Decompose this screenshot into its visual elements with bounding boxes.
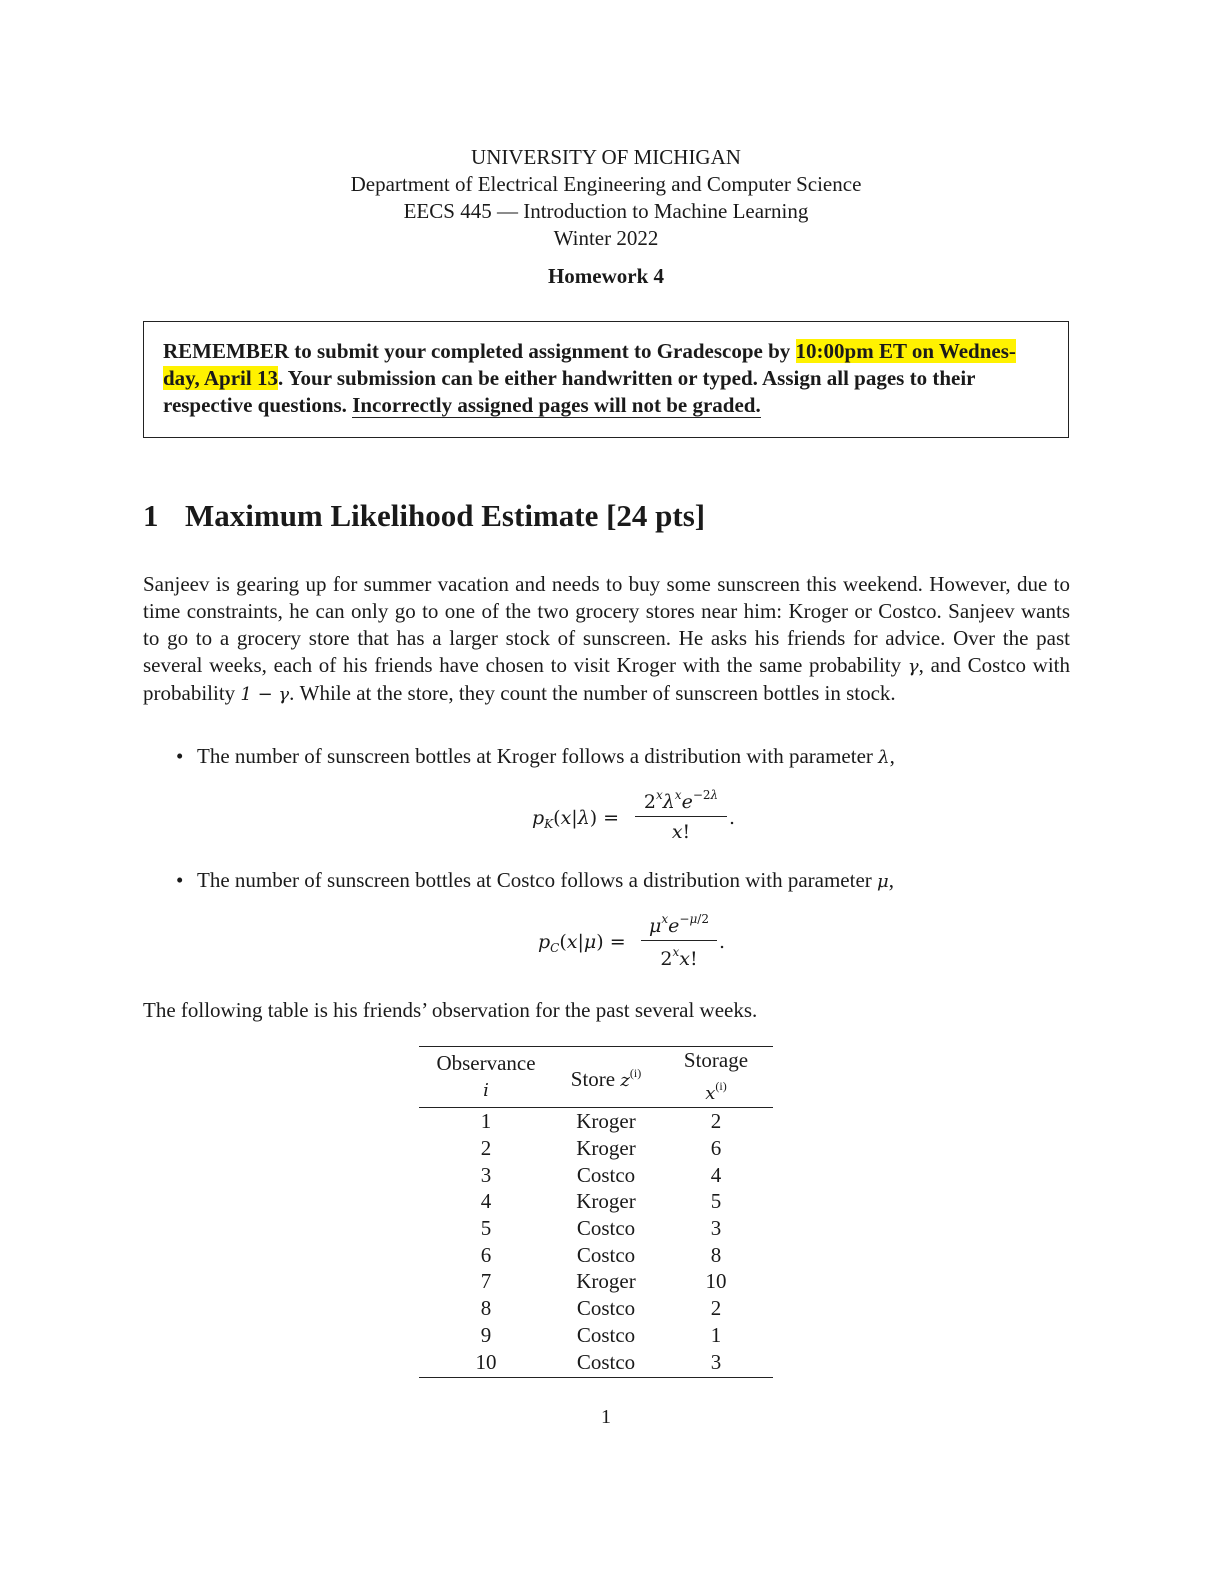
table-cell: Kroger — [576, 1109, 636, 1134]
table-row — [419, 1322, 773, 1349]
term: Winter 2022 — [553, 226, 659, 250]
bullet-text: The number of sunscreen bottles at Costco follows a distribution with parameter — [197, 868, 878, 892]
table-cell: 10 — [705, 1269, 727, 1294]
table-row — [419, 1215, 773, 1242]
table-cell: 9 — [480, 1322, 492, 1347]
paragraph-line: several weeks, each of his friends have chosen to visit Kroger with the same probability γ, and Costco with — [143, 653, 1070, 677]
table-row — [419, 1295, 773, 1322]
table-cell: Costco — [576, 1216, 636, 1241]
table-cell: 2 — [710, 1296, 722, 1321]
bullet-costco: • The number of sunscreen bottles at Costco follows a distribution with parameter μ, — [176, 868, 894, 892]
table-intro-text: The following table is his friends’ observation for the past several weeks. — [143, 998, 758, 1022]
table-cell: Costco — [576, 1162, 636, 1187]
table-row — [419, 1268, 773, 1295]
table-cell: 3 — [659, 1348, 773, 1377]
table-cell: 1 — [710, 1322, 722, 1347]
course-name: EECS 445 — Introduction to Machine Learning — [403, 199, 809, 223]
notice-text-3: respective questions. — [163, 393, 353, 417]
table-row — [419, 1135, 773, 1162]
bullet-dot-icon: • — [176, 744, 184, 768]
one-minus-gamma-symbol: 1 − γ — [240, 684, 290, 705]
costco-pmf-equation: $p_C(x|\mu)$ = $\mu^xe^{-\mu/2}$ 2$^x$x! . — [538, 912, 726, 971]
course-header — [0, 144, 1212, 252]
department-name: Department of Electrical Engineering and Computer Science — [350, 172, 862, 196]
bullet-dot-icon: • — [176, 868, 184, 892]
section-number: 1 — [143, 498, 159, 533]
notice-text-2: . Your submission can be either handwritten or typed. Assign all pages to their — [277, 366, 976, 390]
table-row — [419, 1348, 773, 1377]
column-header-store: Store $z^{(i)}$ — [553, 1047, 659, 1108]
notice-text-1: REMEMBER to submit your completed assignment to Gradescope by — [163, 339, 796, 363]
table-cell: 7 — [480, 1269, 492, 1294]
homework-title: Homework 4 — [547, 264, 665, 288]
bullet-kroger: • The number of sunscreen bottles at Kroger follows a distribution with parameter λ, — [176, 744, 895, 768]
table-cell: Costco — [576, 1322, 636, 1347]
table-row — [419, 1161, 773, 1188]
deadline-highlight-2: day, April 13 — [163, 366, 278, 390]
table-header-row — [419, 1047, 773, 1108]
deadline-highlight-1: 10:00pm ET on Wednes- — [795, 339, 1016, 363]
table-cell: 3 — [480, 1162, 492, 1187]
table-cell: 6 — [480, 1242, 492, 1267]
table-cell: 4 — [710, 1162, 722, 1187]
table-cell: Costco — [576, 1242, 636, 1267]
table-cell: Costco — [553, 1348, 659, 1377]
page-number: 1 — [601, 1406, 611, 1428]
lambda-symbol: λ — [878, 747, 890, 768]
gamma-symbol: γ — [907, 656, 919, 677]
university-name: UNIVERSITY OF MICHIGAN — [471, 145, 741, 169]
table-cell: 8 — [710, 1242, 722, 1267]
paragraph-line: time constraints, he can only go to one of the two grocery stores near him: Kroger or Costco. Sanjeev wants — [143, 599, 1070, 623]
paragraph-line: probability 1 − γ. While at the store, they count the number of sunscreen bottles in stock. — [143, 681, 896, 705]
paragraph-line: Sanjeev is gearing up for summer vacation and needs to buy some sunscreen this weekend. However, due to — [143, 572, 1070, 596]
table-cell: 2 — [480, 1136, 492, 1161]
table-row — [419, 1241, 773, 1268]
table-row — [419, 1108, 773, 1135]
table-cell: 6 — [710, 1136, 722, 1161]
submission-notice-box — [143, 321, 1069, 438]
paragraph-line: to go to a grocery store that has a larger stock of sunscreen. He asks his friends for advice. Over the past — [143, 626, 1070, 650]
table-cell: 8 — [480, 1296, 492, 1321]
column-header-observance: Observance i — [419, 1047, 553, 1108]
table-row — [419, 1188, 773, 1215]
table-cell: 5 — [480, 1216, 492, 1241]
table-cell: 5 — [710, 1189, 722, 1214]
table-cell: 3 — [710, 1216, 722, 1241]
table-cell: 10 — [419, 1348, 553, 1377]
table-cell: Costco — [576, 1296, 636, 1321]
table-cell: Kroger — [576, 1189, 636, 1214]
problem-paragraph — [143, 571, 1070, 708]
table-cell: 1 — [480, 1109, 492, 1134]
kroger-pmf-equation: $p_K(x|\lambda)$ = $2^x\lambda^xe^{-2\lambda}$ x! . — [532, 788, 736, 844]
observation-table — [419, 1046, 773, 1378]
table-cell: Kroger — [576, 1269, 636, 1294]
notice-warning-underlined: Incorrectly assigned pages will not be graded. — [352, 393, 761, 417]
table-cell: Kroger — [576, 1136, 636, 1161]
mu-symbol: μ — [877, 871, 889, 892]
table-cell: 2 — [710, 1109, 722, 1134]
table-cell: 4 — [480, 1189, 492, 1214]
section-title-text: Maximum Likelihood Estimate [24 pts] — [185, 498, 706, 533]
column-header-storage: Storage $x^{(i)}$ — [659, 1047, 773, 1108]
section-heading — [143, 498, 705, 534]
bullet-text: The number of sunscreen bottles at Kroger follows a distribution with parameter — [197, 744, 879, 768]
